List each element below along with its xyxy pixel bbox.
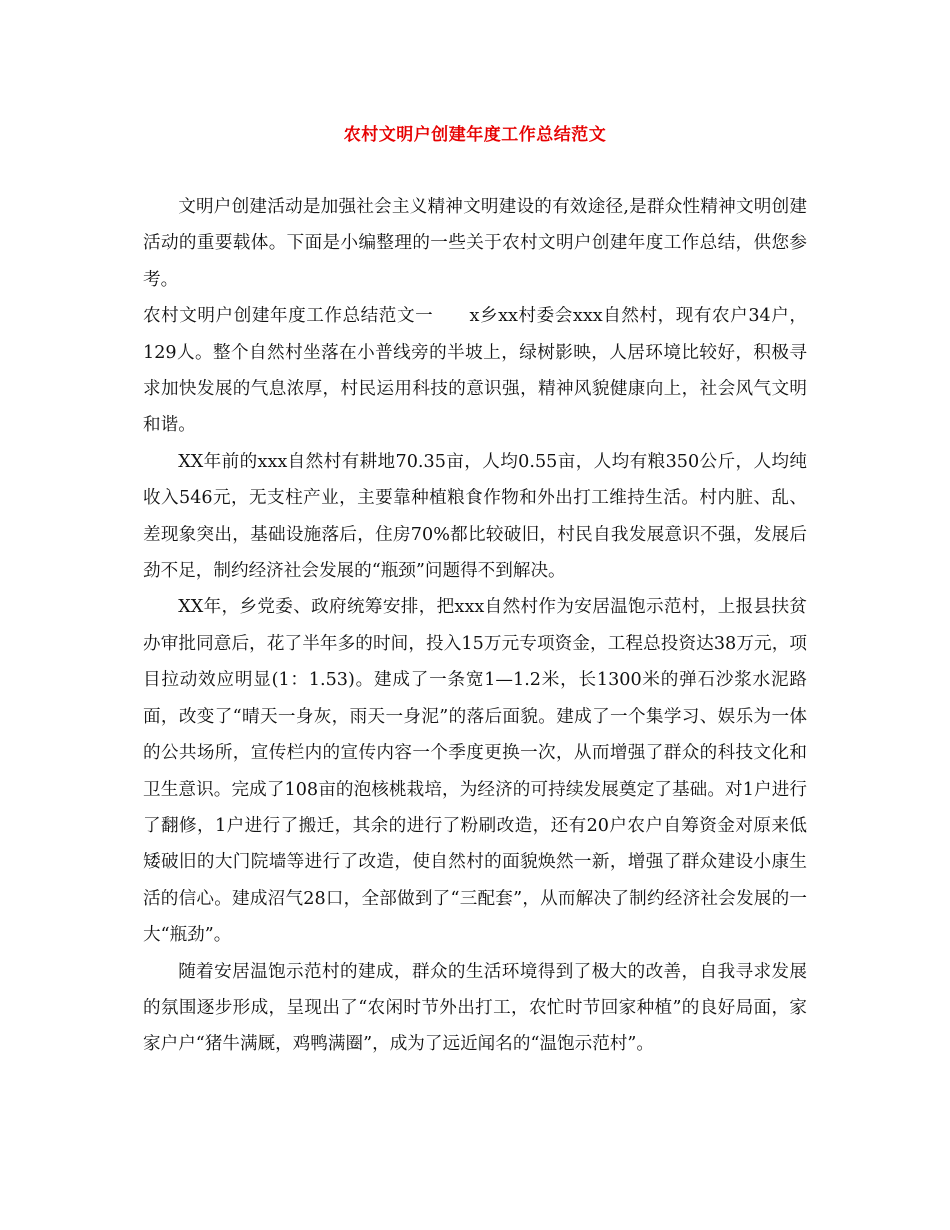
paragraph-section-one: 农村文明户创建年度工作总结范文一 x乡xx村委会xxx自然村，现有农户34户，129人。整个自然村坐落在小普线旁的半坡上，绿树影映，人居环境比较好，积极寻求加快发展的气息浓厚，村民运用科技的意识强，精神风貌健康向上，社会风气文明和谐。 <box>143 306 807 436</box>
paragraph-project: XX年，乡党委、政府统筹安排，把xxx自然村作为安居温饱示范村，上报县扶贫办审批同意后，花了半年多的时间，投入15万元专项资金，工程总投资达38万元，项目拉动效应明显(1：1.53)。建成了一条宽1—1.2米，长1300米的弹石沙浆水泥路面，改变了“晴天一身灰，雨天一身泥”的落后面貌。建成了一个集学习、娱乐为一体的公共场所，宣传栏内的宣传内容一个季度更换一次，从而增强了群众的科技文化和卫生意识。完成了108亩的泡核桃栽培，为经济的可持续发展奠定了基础。对1户进行了翻修，1户进行了搬迁，其余的进行了粉刷改造，还有20户农户自筹资金对原来低矮破旧的大门院墙等进行了改造，使自然村的面貌焕然一新，增强了群众建设小康生活的信心。建成沼气28口，全部做到了“三配套”，从而解决了制约经济社会发展的一大“瓶劲”。 <box>143 597 807 946</box>
paragraph-background: XX年前的xxx自然村有耕地70.35亩，人均0.55亩，人均有粮350公斤，人均纯收入546元，无支柱产业，主要靠种植粮食作物和外出打工维持生活。村内脏、乱、差现象突出，基础设施落后，住房70%都比较破旧，村民自我发展意识不强，发展后劲不足，制约经济社会发展的“瓶颈”问题得不到解决。 <box>143 451 807 582</box>
document-title: 农村文明户创建年度工作总结范文 <box>343 125 607 145</box>
paragraph-outcome: 随着安居温饱示范村的建成，群众的生活环境得到了极大的改善，自我寻求发展的氛围逐步形成，呈现出了“农闲时节外出打工，农忙时节回家种植”的良好局面，家家户户“猪牛满厩，鸡鸭满圈”，成为了远近闻名的“温饱示范村”。 <box>143 961 807 1055</box>
document-body <box>143 189 807 1063</box>
paragraph-intro: 文明户创建活动是加强社会主义精神文明建设的有效途径,是群众性精神文明创建活动的重要载体。下面是小编整理的一些关于农村文明户创建年度工作总结，供您参考。 <box>143 197 807 290</box>
